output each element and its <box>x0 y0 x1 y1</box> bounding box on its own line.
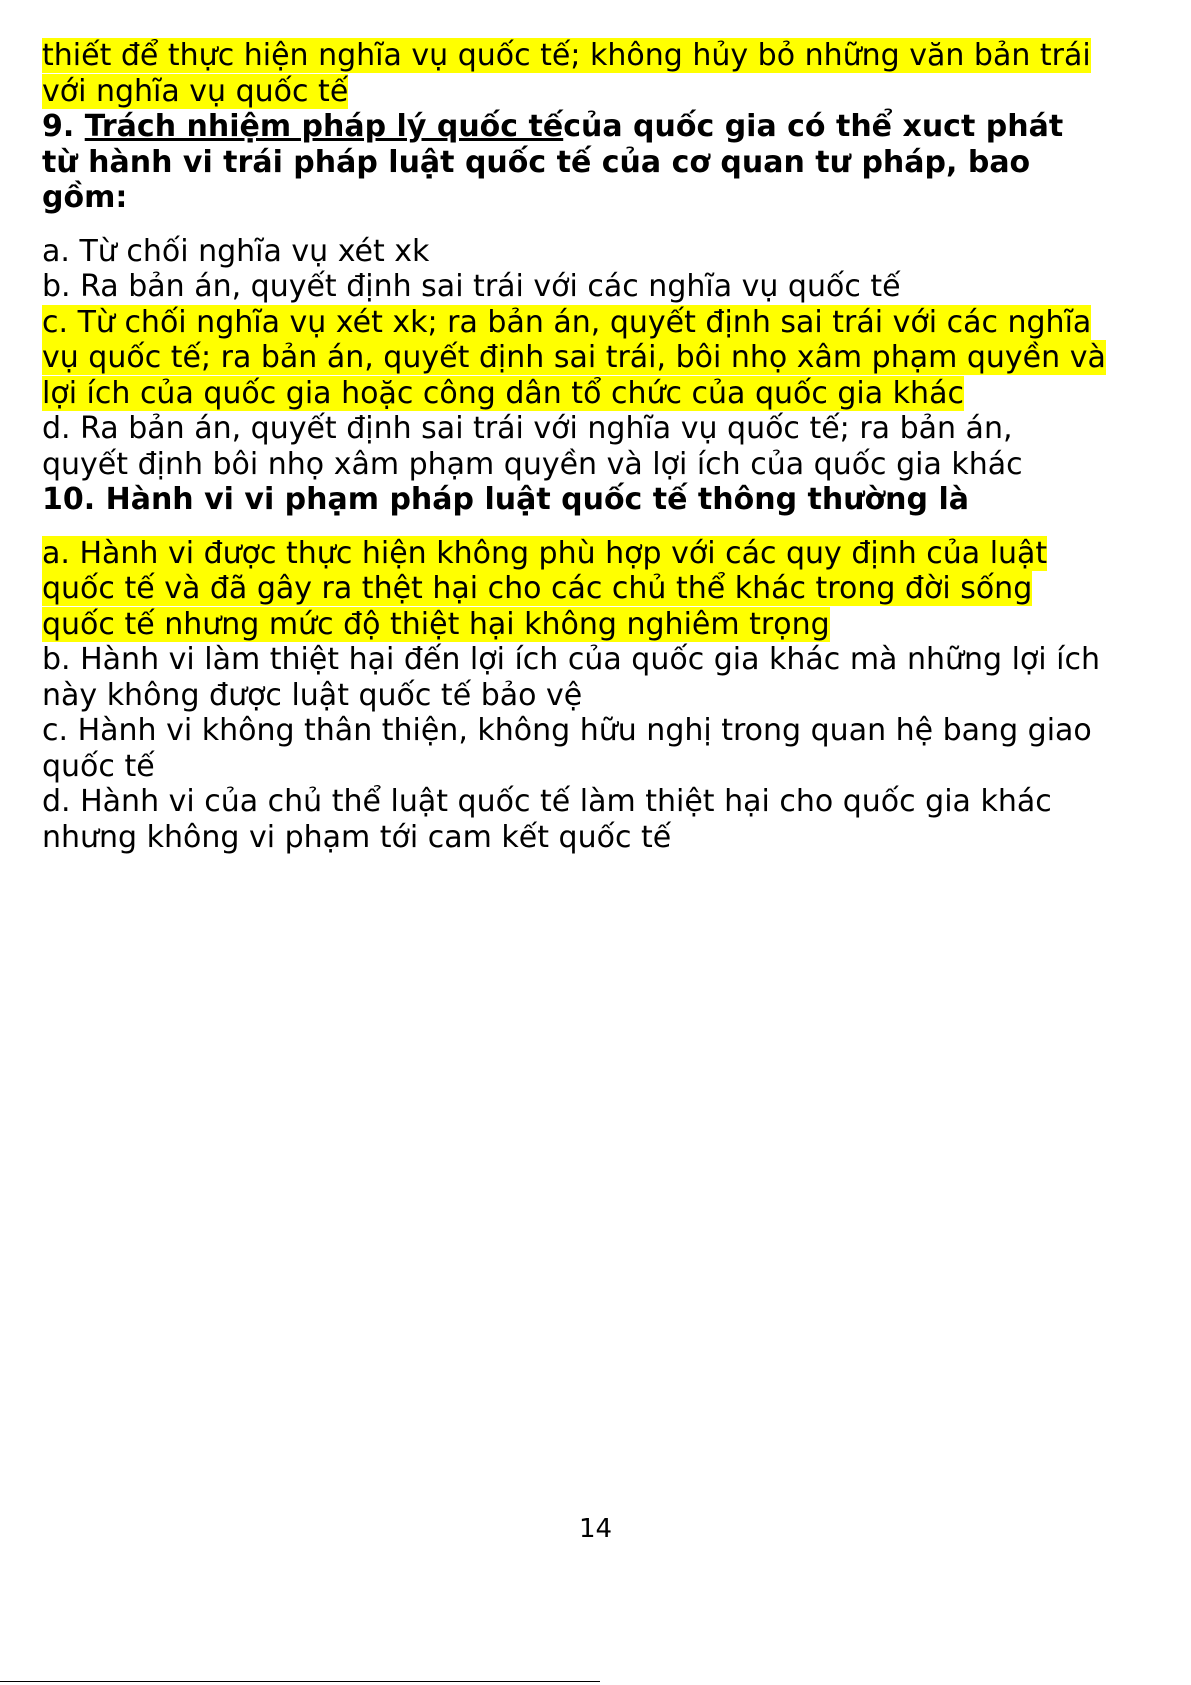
option-text: b. Hành vi làm thiệt hại đến lợi ích của quốc gia khác mà những lợi ích <box>42 642 1100 677</box>
document-page <box>42 38 1162 855</box>
option-d <box>42 411 1162 482</box>
option-text: quyết định bôi nhọ xâm phạm quyền và lợi ích của quốc gia khác <box>42 446 1023 482</box>
highlighted-line: vụ quốc tế; ra bản án, quyết định sai trái, bôi nhọ xâm phạm quyền và <box>42 340 1106 375</box>
question-text: gồm: <box>42 180 128 215</box>
option-d <box>42 784 1162 855</box>
highlighted-line: thiết để thực hiện nghĩa vụ quốc tế; không hủy bỏ những văn bản trái <box>42 38 1091 73</box>
option-b <box>42 642 1162 713</box>
option-text: nhưng không vi phạm tới cam kết quốc tế <box>42 819 672 855</box>
option-a: a. Từ chối nghĩa vụ xét xk <box>42 233 430 269</box>
question-text: 10. Hành vi vi phạm pháp luật quốc tế thông thường là <box>42 482 969 517</box>
continuation-text <box>42 38 1162 109</box>
question-10-options <box>42 536 1162 856</box>
footer-divider <box>0 1681 600 1682</box>
highlighted-line: quốc tế và đã gây ra thệt hại cho các chủ thể khác trong đời sống <box>42 571 1033 606</box>
page-number: 14 <box>578 1514 613 1544</box>
question-text: từ hành vi trái pháp luật quốc tế của cơ quan tư pháp, bao <box>42 144 1031 180</box>
question-9-title <box>42 109 1162 216</box>
question-text: của quốc gia có thể xuct phát <box>563 109 1064 144</box>
option-text: c. Hành vi không thân thiện, không hữu nghị trong quan hệ bang giao <box>42 713 1092 748</box>
highlighted-line: lợi ích của quốc gia hoặc công dân tổ chức của quốc gia khác <box>42 375 964 411</box>
highlighted-line: quốc tế nhưng mức độ thiệt hại không nghiêm trọng <box>42 606 830 642</box>
option-text: d. Hành vi của chủ thể luật quốc tế làm thiệt hại cho quốc gia khác <box>42 784 1052 819</box>
option-text: này không được luật quốc tế bảo vệ <box>42 677 583 713</box>
underlined-phrase: Trách nhiệm pháp lý quốc tế <box>84 109 564 144</box>
option-text: d. Ra bản án, quyết định sai trái với nghĩa vụ quốc tế; ra bản án, <box>42 411 1013 446</box>
highlighted-line: c. Từ chối nghĩa vụ xét xk; ra bản án, quyết định sai trái với các nghĩa <box>42 304 1092 340</box>
highlighted-line: a. Hành vi được thực hiện không phù hợp với các quy định của luật <box>42 535 1048 571</box>
option-a-correct <box>42 536 1162 643</box>
question-number: 9. <box>42 109 85 144</box>
option-c-correct <box>42 305 1162 412</box>
question-9-options <box>42 234 1162 483</box>
question-10-title <box>42 482 1162 518</box>
option-c <box>42 713 1162 784</box>
option-b: b. Ra bản án, quyết định sai trái với các nghĩa vụ quốc tế <box>42 269 901 304</box>
highlighted-line: với nghĩa vụ quốc tế <box>42 73 349 109</box>
option-text: quốc tế <box>42 748 155 784</box>
